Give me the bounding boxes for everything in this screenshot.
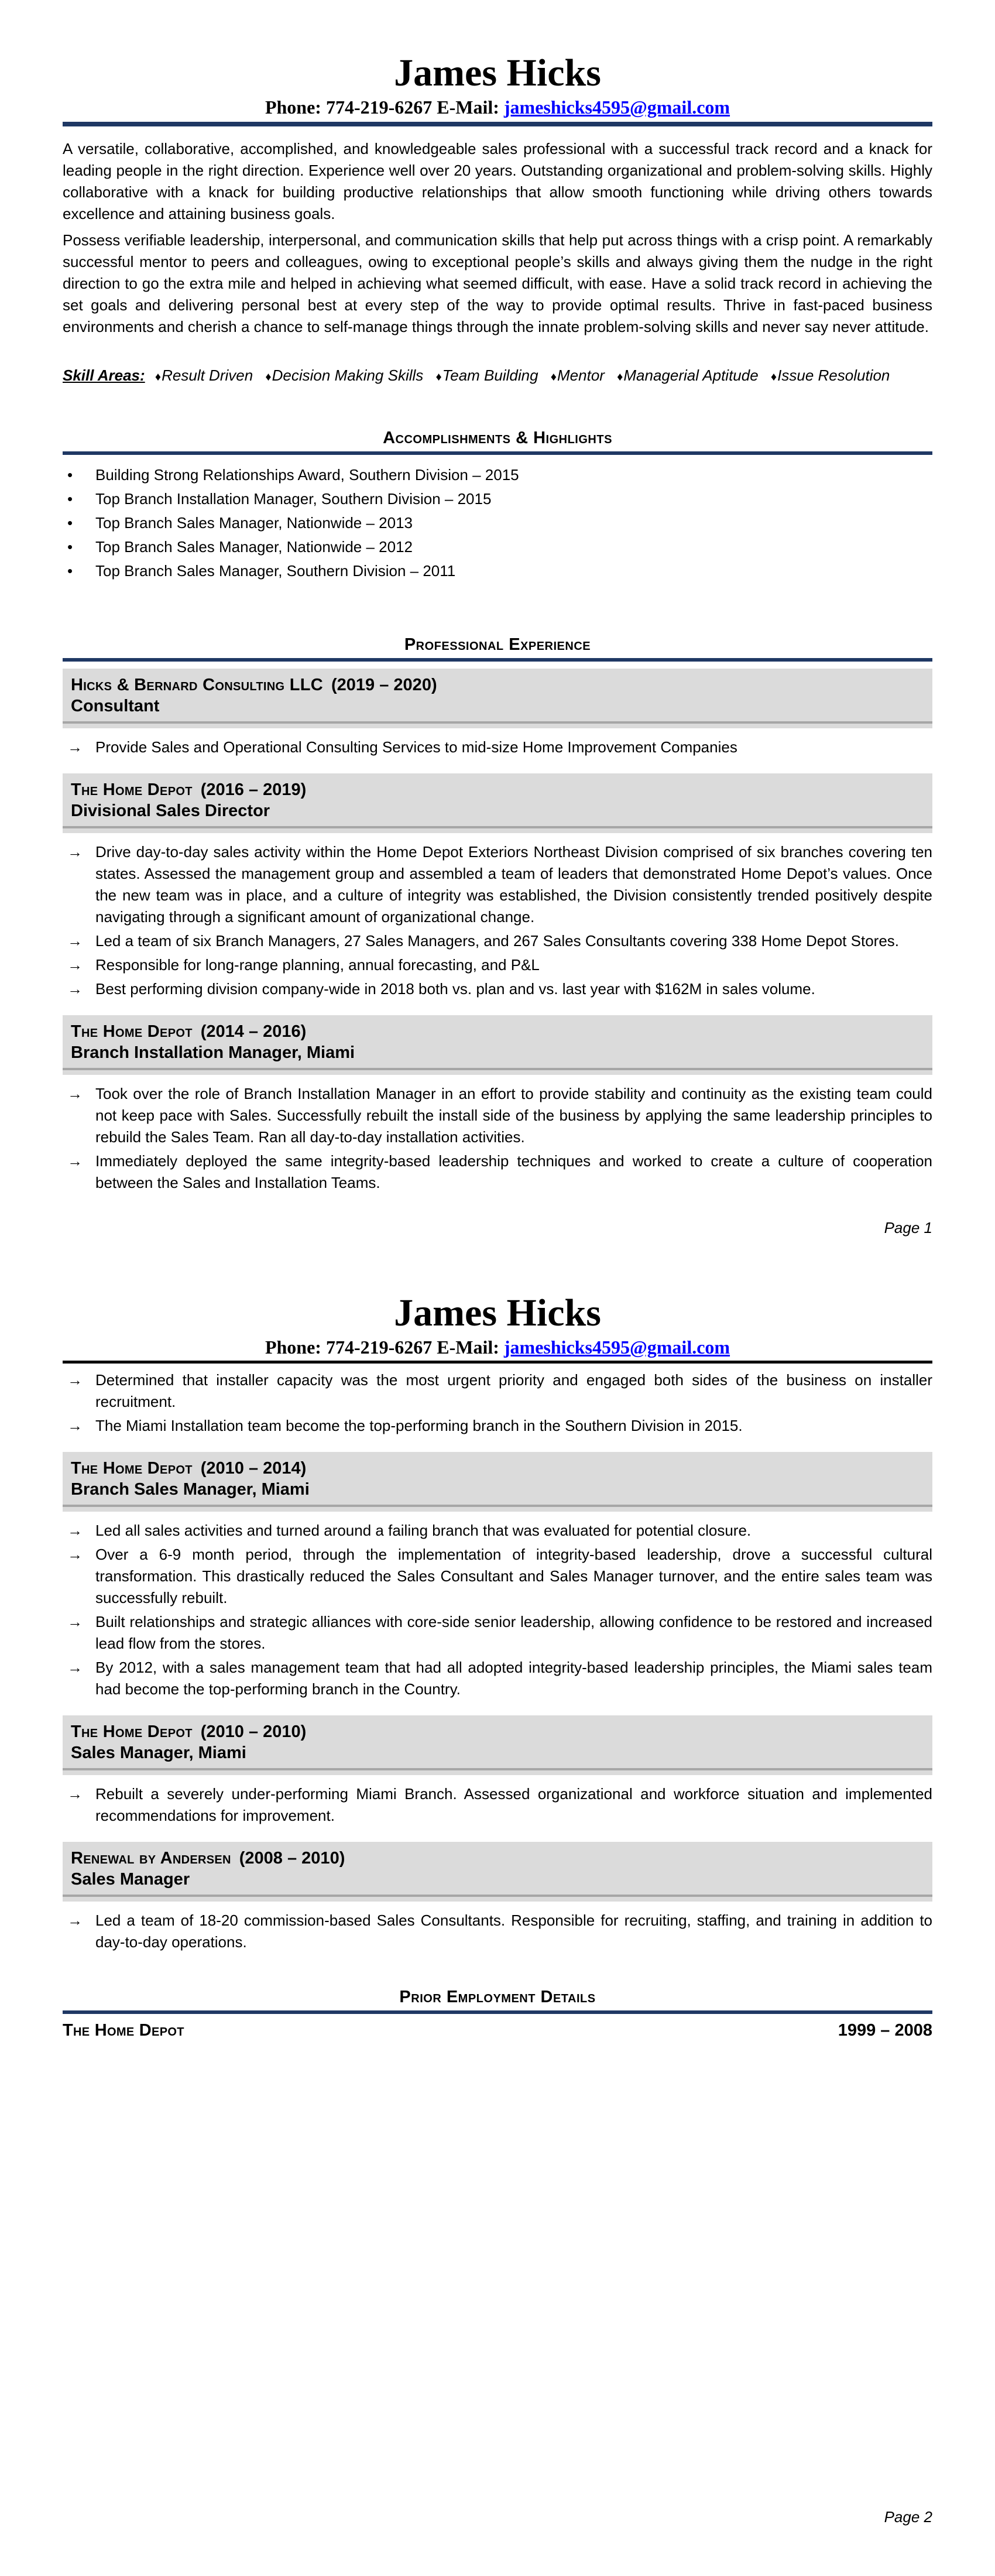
arrow-bullet-icon: → [67, 1522, 83, 1540]
job-dates: (2019 – 2020) [331, 676, 437, 695]
section-rule [63, 2010, 932, 2014]
summary-paragraph: Possess verifiable leadership, interpersonal, and communication skills that help put across things with a crisp point. A remarkably successful mentor to peers and colleagues, owing to exceptional people’s skills and always giving them the nudge in the right direction to go the extra mile and helped in achieving what seemed difficult, with ease. Have a solid track record in achieving the set goals and delivering personal best at every step of the way to provide optimal results. Thrive in fast-paced business environments and cherish a chance to self-manage things through the innate problem-solving skills and never say never attitude. [63, 231, 932, 336]
contact-line [63, 1336, 932, 1358]
list-item [63, 737, 932, 758]
page-number: Page 2 [884, 2508, 932, 2526]
header-rule [63, 1361, 932, 1364]
job-header [63, 669, 932, 728]
job-bullet-list [63, 841, 932, 1000]
skill-item-label: Decision Making Skills [272, 366, 424, 385]
job-company: Renewal by Andersen [71, 1849, 231, 1868]
bullet-text: Best performing division company-wide in 2018 both vs. plan and vs. last year with $162M in sales volume. [95, 980, 815, 998]
skill-item [551, 366, 605, 384]
resume-page-2 [0, 1282, 995, 2576]
prior-employment-row [63, 2020, 932, 2041]
job-dates: (2014 – 2016) [200, 1022, 307, 1042]
accomplishment-text: Top Branch Sales Manager, Nationwide – 2013 [95, 514, 413, 532]
email-link[interactable]: jameshicks4595@gmail.com [503, 96, 730, 118]
list-item [63, 464, 932, 486]
job-company-line [63, 1021, 932, 1042]
skill-areas-label: Skill Areas: [63, 366, 145, 385]
diamond-bullet-icon: ♦ [435, 371, 442, 384]
job-header [63, 1452, 932, 1512]
prior-company: The Home Depot [63, 2021, 184, 2040]
bullet-text: Determined that installer capacity was the most urgent priority and engaged both sides of the business on installer recruitment. [95, 1371, 932, 1411]
job-header-divider [63, 1768, 932, 1770]
email-label: E-Mail: [437, 1336, 499, 1358]
arrow-bullet-icon: → [67, 1546, 83, 1564]
arrow-bullet-icon: → [67, 1152, 83, 1170]
skill-item [265, 366, 423, 384]
diamond-bullet-icon: ♦ [770, 371, 777, 384]
disc-bullet-icon: • [67, 562, 73, 580]
list-item [63, 536, 932, 558]
arrow-bullet-icon: → [67, 1085, 83, 1103]
skill-areas-line [63, 365, 932, 388]
arrow-bullet-icon: → [67, 932, 83, 950]
list-item [63, 512, 932, 534]
job-title: Divisional Sales Director [71, 801, 270, 821]
arrow-bullet-icon: → [67, 1417, 83, 1435]
email-label: E-Mail: [437, 96, 499, 118]
accomplishment-text: Building Strong Relationships Award, Southern Division – 2015 [95, 466, 519, 484]
job-bullet-list [63, 737, 932, 758]
bullet-text: Led all sales activities and turned around a failing branch that was evaluated for potential closure. [95, 1522, 752, 1540]
arrow-bullet-icon: → [67, 1371, 83, 1389]
list-item [63, 1150, 932, 1194]
phone-label: Phone: [265, 96, 321, 118]
job-company: Hicks & Bernard Consulting LLC [71, 676, 324, 695]
accomplishments-list [63, 464, 932, 582]
section-rule [63, 658, 932, 662]
job-company-line [63, 1721, 932, 1742]
job-company: The Home Depot [71, 1022, 193, 1042]
skill-item [617, 366, 759, 384]
job-bullet-list [63, 1083, 932, 1194]
skill-item-label: Result Driven [162, 366, 253, 385]
job-header-divider [63, 721, 932, 724]
phone-label: Phone: [265, 1336, 321, 1358]
skill-item-label: Mentor [557, 366, 605, 385]
job-header-divider [63, 1895, 932, 1897]
list-item [63, 1783, 932, 1827]
list-item [63, 1544, 932, 1609]
disc-bullet-icon: • [67, 538, 73, 556]
list-item [63, 1611, 932, 1654]
list-item [63, 1415, 932, 1437]
diamond-bullet-icon: ♦ [550, 371, 557, 384]
job-dates: (2010 – 2010) [200, 1722, 307, 1742]
job-company: The Home Depot [71, 780, 193, 800]
section-rule [63, 451, 932, 455]
skill-item [771, 366, 890, 384]
diamond-bullet-icon: ♦ [617, 371, 623, 384]
job-title: Branch Installation Manager, Miami [71, 1043, 355, 1063]
list-item [63, 488, 932, 510]
job-header [63, 773, 932, 833]
job-header-divider [63, 826, 932, 828]
job-company-line [63, 674, 932, 696]
disc-bullet-icon: • [67, 514, 73, 532]
arrow-bullet-icon: → [67, 843, 83, 861]
page-number: Page 1 [884, 1219, 932, 1236]
job-title: Sales Manager, Miami [71, 1743, 246, 1763]
arrow-bullet-icon: → [67, 1613, 83, 1631]
section-title-experience: Professional Experience [404, 635, 591, 655]
page-title: James Hicks [394, 1292, 601, 1334]
job-title: Consultant [71, 697, 160, 716]
diamond-bullet-icon: ♦ [265, 371, 272, 384]
bullet-text: Responsible for long-range planning, annual forecasting, and P&L [95, 956, 540, 974]
arrow-bullet-icon: → [67, 1785, 83, 1803]
list-item [63, 954, 932, 976]
job-company-line [63, 1458, 932, 1479]
job-header-divider [63, 1505, 932, 1507]
diamond-bullet-icon: ♦ [155, 371, 162, 384]
bullet-text: Rebuilt a severely under-performing Miami Branch. Assessed organizational and workforce situation and implemented recommendations for improvement. [95, 1785, 932, 1825]
accomplishment-text: Top Branch Installation Manager, Southern Division – 2015 [95, 490, 492, 508]
job-dates: (2008 – 2010) [239, 1849, 345, 1868]
job-header [63, 1715, 932, 1775]
bullet-text: The Miami Installation team become the top-performing branch in the Southern Division in 2015. [95, 1417, 743, 1435]
job-header-divider [63, 1068, 932, 1070]
resume-page-1 [0, 0, 995, 1282]
list-item [63, 1520, 932, 1542]
arrow-bullet-icon: → [67, 1659, 83, 1677]
job-header [63, 1015, 932, 1075]
skill-item-label: Team Building [442, 366, 538, 385]
job-bullet-list [63, 1910, 932, 1953]
contact-line [63, 96, 932, 118]
section-title-prior-employment: Prior Employment Details [399, 1988, 596, 2007]
disc-bullet-icon: • [67, 490, 73, 508]
list-item [63, 841, 932, 928]
job-bullet-list [63, 1520, 932, 1700]
bullet-text: Over a 6-9 month period, through the implementation of integrity-based leadership, drove a successful cultural transformation. This drastically reduced the Sales Consultant and Sales Manager turnover, and the entire sales team was successfully rebuilt. [95, 1546, 932, 1607]
section-title-accomplishments: Accomplishments & Highlights [383, 429, 612, 448]
bullet-text: Led a team of six Branch Managers, 27 Sales Managers, and 267 Sales Consultants covering 338 Home Depot Stores. [95, 932, 899, 950]
disc-bullet-icon: • [67, 466, 73, 484]
arrow-bullet-icon: → [67, 956, 83, 974]
arrow-bullet-icon: → [67, 980, 83, 998]
job-company-line [63, 1848, 932, 1869]
email-link[interactable]: jameshicks4595@gmail.com [503, 1336, 730, 1358]
list-item [63, 978, 932, 1000]
bullet-text: Led a team of 18-20 commission-based Sales Consultants. Responsible for recruiting, staffing, and training in addition to day-to-day operations. [95, 1912, 932, 1951]
continued-bullet-list [63, 1369, 932, 1437]
phone-number: 774-219-6267 [325, 96, 433, 118]
header-rule [63, 122, 932, 126]
list-item [63, 1369, 932, 1413]
arrow-bullet-icon: → [67, 1912, 83, 1930]
list-item [63, 1083, 932, 1148]
phone-number: 774-219-6267 [325, 1336, 433, 1358]
job-company: The Home Depot [71, 1459, 193, 1478]
accomplishment-text: Top Branch Sales Manager, Nationwide – 2012 [95, 538, 413, 556]
job-header [63, 1842, 932, 1902]
arrow-bullet-icon: → [67, 738, 83, 756]
page-title: James Hicks [394, 52, 601, 94]
bullet-text: Drive day-to-day sales activity within the Home Depot Exteriors Northeast Division comprised of six branches covering ten states. Assessed the management group and assembled a team of leaders that demonstrated Home Depot’s values. Once the new team was in place, and a culture of integrity was established, the Division consistently trended positively despite navigating through a significant amount of organizational change. [95, 843, 932, 926]
job-bullet-list [63, 1783, 932, 1827]
job-title: Branch Sales Manager, Miami [71, 1480, 310, 1499]
list-item [63, 1657, 932, 1700]
job-dates: (2010 – 2014) [200, 1459, 307, 1478]
job-company: The Home Depot [71, 1722, 193, 1742]
bullet-text: Took over the role of Branch Installation Manager in an effort to provide stability and continuity as the existing team could not keep pace with Sales. Successfully rebuilt the install side of the business by applying the same leadership principles to rebuild the Sales Team. Ran all day-to-day installation activities. [95, 1085, 932, 1146]
job-title: Sales Manager [71, 1870, 190, 1889]
list-item [63, 1910, 932, 1953]
skill-item [436, 366, 538, 384]
job-dates: (2016 – 2019) [200, 780, 307, 800]
skill-item [155, 366, 253, 384]
job-company-line [63, 779, 932, 800]
prior-dates: 1999 – 2008 [838, 2021, 932, 2040]
bullet-text: Immediately deployed the same integrity-based leadership techniques and worked to create a culture of cooperation between the Sales and Installation Teams. [95, 1152, 932, 1192]
bullet-text: Built relationships and strategic alliances with core-side senior leadership, allowing confidence to be restored and increased lead flow from the stores. [95, 1613, 932, 1653]
skill-item-label: Managerial Aptitude [623, 366, 759, 385]
list-item [63, 930, 932, 952]
accomplishment-text: Top Branch Sales Manager, Southern Division – 2011 [95, 562, 456, 580]
list-item [63, 560, 932, 582]
skill-item-label: Issue Resolution [777, 366, 890, 385]
bullet-text: Provide Sales and Operational Consulting Services to mid-size Home Improvement Companies [95, 738, 737, 756]
bullet-text: By 2012, with a sales management team that had all adopted integrity-based leadership principles, the Miami sales team had become the top-performing branch in the Country. [95, 1659, 932, 1698]
summary-paragraph: A versatile, collaborative, accomplished, and knowledgeable sales professional with a successful track record and a knack for leading people in the right direction. Experience well over 20 years. Outstanding organizational and problem-solving skills. Highly collaborative with a knack for building productive relationships that allow smooth functioning while driving others towards excellence and attaining business goals. [63, 140, 932, 223]
